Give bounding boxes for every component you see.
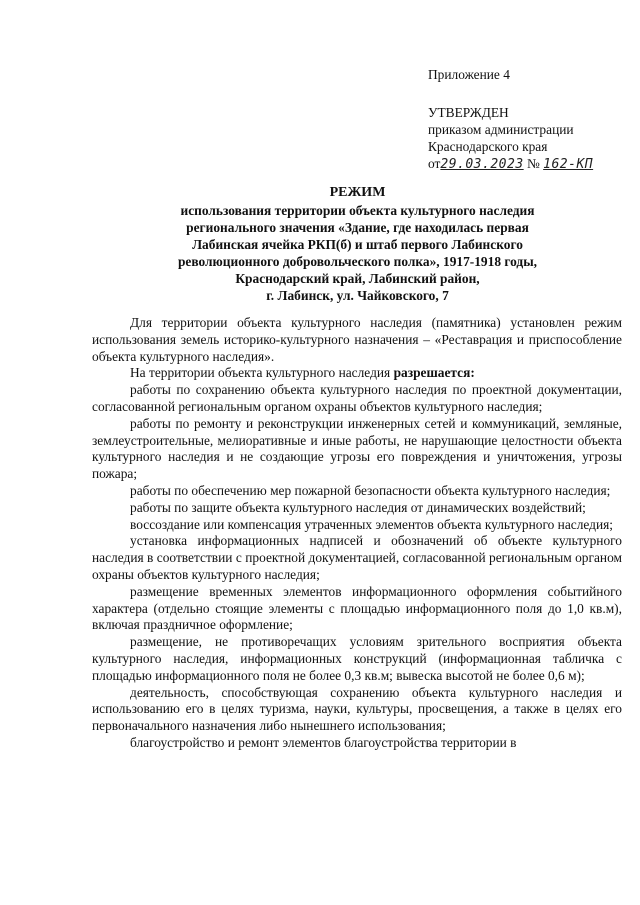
permitted-item: воссоздание или компенсация утраченных элементов объекта культурного наследия; [130, 516, 614, 532]
title-line: использования территории объекта культурного наследия [180, 203, 535, 218]
order-line: приказом администрации [428, 122, 574, 137]
permitted-item: работы по обеспечению мер пожарной безопасности объекта культурного наследия; [130, 482, 611, 498]
title-heading: РЕЖИМ [329, 185, 386, 200]
region-line: Краснодарского края [428, 139, 548, 154]
permitted-prefix: На территории объекта культурного наследия [130, 365, 391, 381]
permitted-item: работы по ремонту и реконструкции инженерных сетей и коммуникаций, земляные, землеустроительные, мелиоративные и иные работы, не нарушающие целостности объекта культурного наследия и не создающие угрозы его повреждения и уничтожения, угрозы пожара; [92, 415, 622, 482]
document-title [90, 184, 625, 304]
permitted-item: благоустройство и ремонт элементов благоустройства территории в [130, 734, 517, 750]
permitted-item: размещение, не противоречащих условиям зрительного восприятия объекта культурного наследия, информационных конструкций (информационная табличка с площадью информационного поля не более 0,3 кв.м; вывеска высотой не более 0,6 м); [92, 634, 622, 683]
intro-paragraph: Для территории объекта культурного наследия (памятника) установлен режим использования земель историко-культурного назначения – «Реставрация и приспособление объекта культурного наследия». [92, 315, 622, 364]
permitted-item: деятельность, способствующая сохранению объекта культурного наследия и использованию его в целях туризма, науки, культуры, просвещения, а также в целях его первоначального назначения либо нынешнего использования; [92, 684, 622, 734]
title-line: революционного добровольческого полка», 1917-1918 годы, [177, 254, 537, 269]
number-label: № [527, 156, 540, 171]
title-line: регионального значения «Здание, где находилась первая [186, 220, 529, 235]
appendix-label: Приложение 4 [428, 67, 510, 82]
permitted-item: работы по защите объекта культурного наследия от динамических воздействий; [130, 499, 586, 515]
permitted-heading [92, 365, 622, 382]
from-label: от [428, 156, 441, 171]
order-date-number-line [428, 155, 593, 173]
permitted-item: установка информационных надписей и обозначений об объекте культурного наследия в соответствии с проектной документацией, согласованной региональным органом охраны объектов культурного наследия; [92, 533, 622, 582]
permitted-item: работы по сохранению объекта культурного наследия по проектной документации, согласованной региональным органом охраны объектов культурного наследия; [92, 382, 622, 414]
handwritten-number: 162-КП [543, 157, 594, 172]
approved-label: УТВЕРЖДЕН [428, 105, 509, 120]
permitted-bold: разрешается: [393, 365, 475, 381]
title-line: Лабинская ячейка РКП(б) и штаб первого Лабинского [192, 237, 523, 252]
handwritten-date: 29.03.2023 [440, 157, 524, 172]
title-line: г. Лабинск, ул. Чайковского, 7 [266, 288, 449, 303]
document-body [92, 315, 622, 752]
permitted-item: размещение временных элементов информационного оформления событийного характера (отдельно стоящие элементы с площадью информационного поля до 1,0 кв.м), включая праздничное оформление; [92, 583, 622, 633]
title-line: Краснодарский край, Лабинский район, [235, 271, 480, 286]
